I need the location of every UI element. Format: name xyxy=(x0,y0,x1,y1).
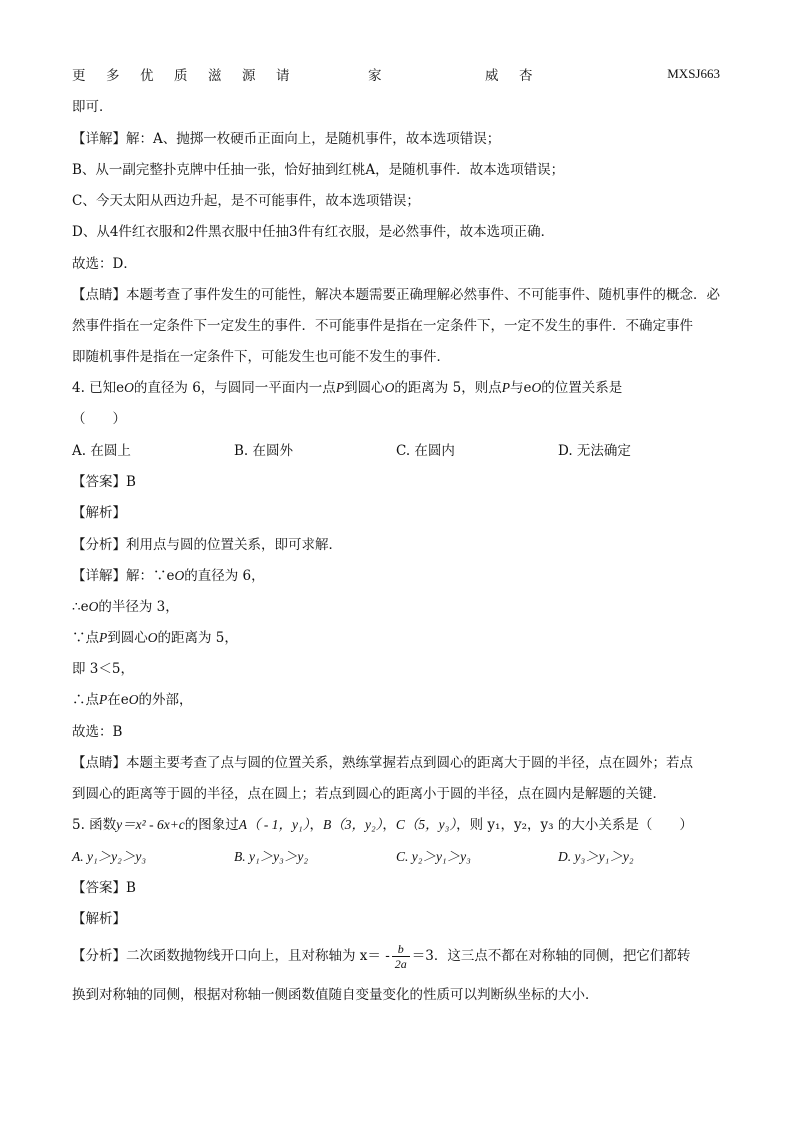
comment-tag: 【点睛】 xyxy=(72,755,126,771)
var-o: O xyxy=(124,380,134,395)
var-p: P xyxy=(99,692,108,707)
detail-text: ∴点 xyxy=(72,692,99,708)
header-char: 请 xyxy=(276,68,290,84)
answer-value: B xyxy=(126,474,136,490)
q4-stem-pre: 4. 已知 xyxy=(72,380,117,396)
q4-fenxi xyxy=(72,535,722,555)
q4-detail-1 xyxy=(72,566,722,586)
q3-detail-b: B、从一副完整扑克牌中任抽一张，恰好抽到红桃A，是随机事件．故本选项错误； xyxy=(72,162,565,178)
q3-detail-a xyxy=(72,129,722,149)
header-char: 源 xyxy=(242,68,256,84)
point-c: C（5，y₃） xyxy=(395,817,457,832)
q3-comment-2: 然事件指在一定条件下一定发生的事件．不可能事件是指在一定条件下，一定不发生的事件．不确定事件 xyxy=(72,318,693,334)
q4-option-d: D. 无法确定 xyxy=(558,443,631,459)
q4-detail-2 xyxy=(72,597,722,617)
comment-text: 本题主要考查了点与圆的位置关系，熟练掌握若点到圆心的距离大于圆的半径，点在圆外；若点 xyxy=(126,755,693,771)
q4-option-c: C. 在圆内 xyxy=(396,443,455,459)
q5-option-a: A. y₁＞y₂＞y₃ xyxy=(72,849,147,864)
fenxi-text: 利用点与圆的位置关系，即可求解． xyxy=(126,537,342,553)
q4-stem-mid2: 到圆心 xyxy=(344,380,385,396)
header-char: 杏 xyxy=(519,68,533,84)
var-p: P xyxy=(501,380,510,395)
var-o: O xyxy=(384,380,395,395)
detail-tag: 【详解】 xyxy=(72,131,126,147)
detail-text: ∴ xyxy=(72,599,81,615)
fenxi-text: 二次函数抛物线开口向上，且对称轴为 x＝ - xyxy=(126,948,390,964)
header-char: 更 xyxy=(72,68,86,84)
circle-symbol: e xyxy=(80,599,89,615)
q3-comment-3: 即随机事件是指在一定条件下，可能发生也可能不发生的事件． xyxy=(72,349,450,365)
q3-comment-1 xyxy=(72,285,722,305)
detail-text: ∵点 xyxy=(72,630,99,646)
q4-detail-4: 即 3＜5， xyxy=(72,661,134,677)
answer-value: B xyxy=(126,880,136,896)
q5-analysis-tag xyxy=(72,909,722,929)
fraction-denominator: 2a xyxy=(392,956,410,971)
q5-fenxi-2: 换到对称轴的同侧，根据对称轴一侧函数值随自变量变化的性质可以判断纵坐标的大小． xyxy=(72,987,599,1003)
q5-answer xyxy=(72,878,722,898)
header-char: 滋 xyxy=(208,68,222,84)
header-char: 优 xyxy=(140,68,154,84)
q5-function: y＝x² - 6x+c xyxy=(116,817,185,832)
q4-choose: 故选：B xyxy=(72,724,123,740)
detail-text: 的外部， xyxy=(138,692,193,708)
var-p: P xyxy=(335,380,345,395)
q3-line-jike: 即可． xyxy=(72,99,113,115)
q4-comment-1 xyxy=(72,753,722,773)
fraction xyxy=(392,942,410,971)
detail-text: 到圆心 xyxy=(107,630,148,646)
detail-text: 的半径为 3， xyxy=(98,599,179,615)
circle-symbol: e xyxy=(116,380,125,396)
q4-option-b: B. 在圆外 xyxy=(234,443,294,459)
answer-tag: 【答案】 xyxy=(72,880,126,896)
q4-stem-mid1: 的直径为 6，与圆同一平面内一点 xyxy=(133,380,336,396)
q5-stem: 5. 函数y＝x² - 6x+c的图象过A（ - 1，y₁），B（3，y₂），C（5，y₃），则 y₁，y₂，y₃ 的大小关系是（ ） xyxy=(72,817,693,833)
q4-analysis-tag xyxy=(72,503,722,523)
comment-text: 本题考查了事件发生的可能性，解决本题需要正确理解必然事件、不可能事件、随机事件的概念．必 xyxy=(126,287,720,303)
fenxi-text: ＝3．这三点不都在对称轴的同侧，把它们都转 xyxy=(411,948,691,964)
point-b: B（3，y₂） xyxy=(322,817,383,832)
q3-detail-d: D、从4件红衣服和2件黑衣服中任抽3件有红衣服，是必然事件，故本选项正确． xyxy=(72,224,555,240)
q5-fenxi-1 xyxy=(72,942,722,971)
fenxi-tag: 【分析】 xyxy=(72,948,126,964)
q4-paren: （ ） xyxy=(72,411,126,427)
circle-symbol: e xyxy=(166,568,175,584)
q3-choose: 故选：D． xyxy=(72,256,137,272)
detail-text: 的直径为 6， xyxy=(184,568,265,584)
q4-option-a: A. 在圆上 xyxy=(72,443,131,459)
q4-stem-mid4: 与 xyxy=(509,380,524,396)
header-char: 多 xyxy=(106,68,120,84)
header-char: 威 xyxy=(485,68,499,84)
point-a: A（ - 1，y₁） xyxy=(238,817,310,832)
q5-option-c: C. y₂＞y₁＞y₃ xyxy=(396,849,471,864)
var-o: O xyxy=(147,630,158,645)
q5-option-b: B. y₁＞y₃＞y₂ xyxy=(234,849,309,864)
q4-comment-2: 到圆心的距离等于圆的半径，点在圆上；若点到圆心的距离小于圆的半径，点在圆内是解题的关键． xyxy=(72,786,666,802)
var-o: O xyxy=(88,599,99,614)
var-o: O xyxy=(128,692,139,707)
detail-text: 解：∵ xyxy=(126,568,167,584)
q4-stem xyxy=(72,378,722,398)
header-char: 质 xyxy=(174,68,188,84)
answer-tag: 【答案】 xyxy=(72,474,126,490)
detail-tag: 【详解】 xyxy=(72,568,126,584)
q4-stem-end: 的位置关系是 xyxy=(541,380,623,396)
fraction-numerator: b xyxy=(397,942,404,956)
q5-stem-end: ，则 y₁，y₂，y₃ 的大小关系是（ ） xyxy=(456,817,693,833)
q5-option-d: D. y₃＞y₁＞y₂ xyxy=(558,849,634,864)
comment-tag: 【点睛】 xyxy=(72,287,126,303)
circle-symbol: e xyxy=(523,380,532,396)
detail-text: 的距离为 5， xyxy=(157,630,238,646)
q4-stem-mid3: 的距离为 5，则点 xyxy=(394,380,502,396)
q5-stem-mid: 的图象过 xyxy=(184,817,239,833)
header-code: MXSJ663 xyxy=(667,66,720,81)
fenxi-tag: 【分析】 xyxy=(72,537,126,553)
analysis-tag: 【解析】 xyxy=(72,505,126,521)
circle-symbol: e xyxy=(120,692,129,708)
q5-stem-pre: 5. 函数 xyxy=(72,817,117,833)
var-o: O xyxy=(174,568,185,583)
q3-detail-c: C、今天太阳从西边升起，是不可能事件，故本选项错误； xyxy=(72,193,420,209)
q4-answer xyxy=(72,472,722,492)
var-o: O xyxy=(531,380,542,395)
q4-detail-5 xyxy=(72,690,722,710)
q4-detail-3 xyxy=(72,628,722,648)
detail-text: 解：A、抛掷一枚硬币正面向上，是随机事件，故本选项错误； xyxy=(126,131,501,147)
header-char: 家 xyxy=(368,68,382,84)
detail-text: 在 xyxy=(107,692,121,708)
analysis-tag: 【解析】 xyxy=(72,911,126,927)
var-p: P xyxy=(99,630,108,645)
